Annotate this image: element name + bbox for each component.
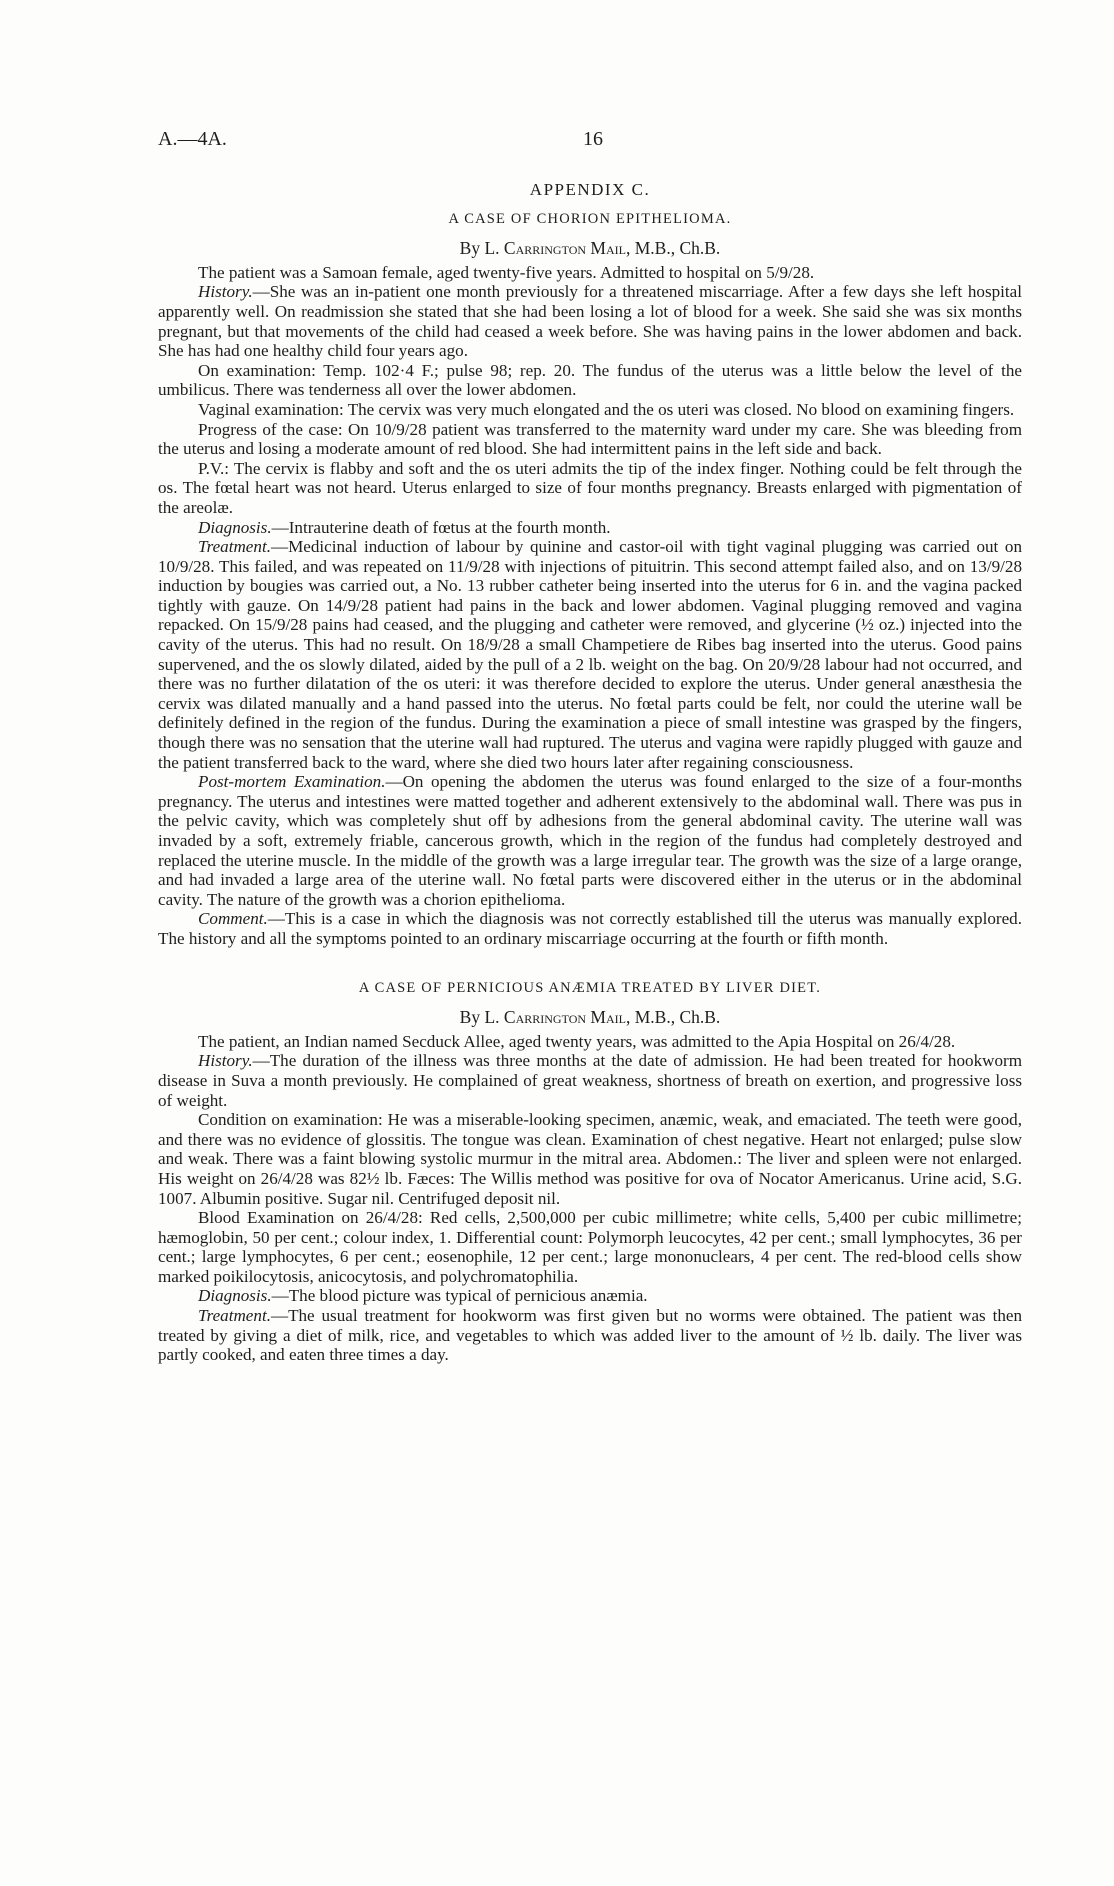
paragraph: The patient was a Samoan female, aged twenty-five years. Admitted to hospital on 5/9/28. xyxy=(198,262,815,282)
paragraph: On examination: Temp. 102·4 F.; pulse 98; rep. 20. The fundus of the uterus was a little below the level of the umbilicus. There was tenderness all over the lower abdomen. xyxy=(158,360,1022,400)
paragraph: Blood Examination on 26/4/28: Red cells, 2,500,000 per cubic millimetre; white cells, 5,400 per cubic millimetre; hæmoglobin, 50 per cent.; colour index, 1. Differential count: Polymorph leucocytes, 42 per cent.; small lymphocytes, 36 per cent.; large lymphocytes, 6 per cent.; eosenophile, 12 per cent.; large mononuclears, 4 per cent. The red-blood cells show marked poikilocytosis, anicocytosis, and polychromatophilia. xyxy=(158,1208,1022,1286)
document-code: A.—4A. xyxy=(158,128,227,150)
appendix-section xyxy=(158,180,1022,949)
article-title: A CASE OF CHORION EPITHELIOMA. xyxy=(448,210,732,227)
article-byline: By L. Carrington Mail, M.B., Ch.B. xyxy=(459,1007,721,1028)
paragraph: Diagnosis.—The blood picture was typical of pernicious anæmia. xyxy=(198,1286,648,1306)
paragraph: Treatment.—Medicinal induction of labour by quinine and castor-oil with tight vaginal plugging was carried out on 10/9/28. This failed, and was repeated on 11/9/28 with injections of pituitrin. This second attempt failed also, and on 13/9/28 induction by bougies was carried out, a No. 13 rubber catheter being inserted into the uterus for 6 in. and the vagina packed tightly with gauze. On 14/9/28 patient had pains in the back and lower abdomen. Vaginal plugging removed and vagina repacked. On 15/9/28 pains had ceased, and the plugging and catheter were removed, and glycerine (½ oz.) injected into the cavity of the uterus. This had no result. On 18/9/28 a small Champetiere de Ribes bag inserted into the uterus. Good pains supervened, and the os slowly dilated, aided by the pull of a 2 lb. weight on the bag. On 20/9/28 labour had not occurred, and there was no further dilatation of the os uteri: it was therefore decided to explore the uterus. Under general anæsthesia the cervix was dilated manually and a hand passed into the uterus. No fœtal parts could be felt, nor could the uterine wall be definitely defined in the region of the fundus. During the examination a piece of small intestine was grasped by the fingers, though there was no sensation that the uterine wall had ruptured. The uterus and vagina were rapidly plugged with gauze and the patient transferred back to the ward, where she died two hours later after regaining consciousness. xyxy=(158,537,1022,772)
section-spacer xyxy=(158,949,1022,979)
author-name: L. Carrington Mail xyxy=(484,1007,626,1028)
article-body xyxy=(158,1032,1022,1365)
paragraph: History.—The duration of the illness was three months at the date of admission. He had been treated for hookworm disease in Suva a month previously. He complained of great weakness, shortness of breath on exertion, and progressive loss of weight. xyxy=(158,1051,1022,1110)
article-byline: By L. Carrington Mail, M.B., Ch.B. xyxy=(459,238,721,259)
page-number: 16 xyxy=(583,128,603,150)
paragraph: History.—She was an in-patient one month previously for a threatened miscarriage. After a few days she left hospital apparently well. On readmission she stated that she had been losing a lot of blood for a week. She said she was six months pregnant, but that movements of the child had ceased a week before. She was having pains in the lower abdomen and back. She has had one healthy child four years ago. xyxy=(158,282,1022,361)
paragraph: Post-mortem Examination.—On opening the abdomen the uterus was found enlarged to the size of a four-months pregnancy. The uterus and intestines were matted together and adherent extensively to the abdominal wall. There was pus in the pelvic cavity, which was completely shut off by adhesions from the general abdominal cavity. The uterine wall was invaded by a soft, extremely friable, cancerous growth, which in the region of the fundus had completely destroyed and replaced the uterine muscle. In the middle of the growth was a large irregular tear. The growth was the size of a large orange, and had invaded a large area of the uterine wall. No fœtal parts were discovered either in the uterus or in the abdominal cavity. The nature of the growth was a chorion epithelioma. xyxy=(158,772,1023,909)
article-title: A CASE OF PERNICIOUS ANÆMIA TREATED BY LIVER DIET. xyxy=(358,979,822,996)
paragraph: P.V.: The cervix is flabby and soft and the os uteri admits the tip of the index finger. Nothing could be felt through the os. The fœtal heart was not heard. Uterus enlarged to size of four months pregnancy. Breasts enlarged with pigmentation of the areolæ. xyxy=(158,458,1022,517)
paragraph: The patient, an Indian named Secduck Allee, aged twenty years, was admitted to the Apia Hospital on 26/4/28. xyxy=(198,1031,956,1051)
paragraph: Condition on examination: He was a miserable-looking specimen, anæmic, weak, and emaciated. The teeth were good, and there was no evidence of glossitis. The tongue was clean. Examination of chest negative. Heart not enlarged; pulse slow and weak. There was a faint blowing systolic murmur in the mitral area. Abdomen.: The liver and spleen were not enlarged. His weight on 26/4/28 was 82½ lb. Fæces: The Willis method was positive for ova of Nocator Americanus. Urine acid, S.G. 1007. Albumin positive. Sugar nil. Centrifuged deposit nil. xyxy=(158,1110,1022,1208)
paragraph: Comment.—This is a case in which the diagnosis was not correctly established till the uterus was manually explored. The history and all the symptoms pointed to an ordinary miscarriage occurring at the fourth or fifth month. xyxy=(158,909,1022,948)
author-name: L. Carrington Mail xyxy=(484,238,626,259)
appendix-label: APPENDIX C. xyxy=(529,180,651,199)
paragraph: Diagnosis.—Intrauterine death of fœtus at the fourth month. xyxy=(198,517,611,537)
second-case-section xyxy=(158,979,1022,1365)
paragraph: Vaginal examination: The cervix was very much elongated and the os uteri was closed. No blood on examining fingers. xyxy=(198,399,1015,419)
page-body xyxy=(158,180,1022,1365)
article-body xyxy=(158,263,1022,949)
paragraph: Treatment.—The usual treatment for hookworm was first given but no worms were obtained. The patient was then treated by giving a diet of milk, rice, and vegetables to which was added liver to the amount of ½ lb. daily. The liver was partly cooked, and eaten three times a day. xyxy=(158,1306,1022,1365)
paragraph: Progress of the case: On 10/9/28 patient was transferred to the maternity ward under my care. She was bleeding from the uterus and losing a moderate amount of red blood. She had intermittent pains in the left side and back. xyxy=(158,419,1022,459)
